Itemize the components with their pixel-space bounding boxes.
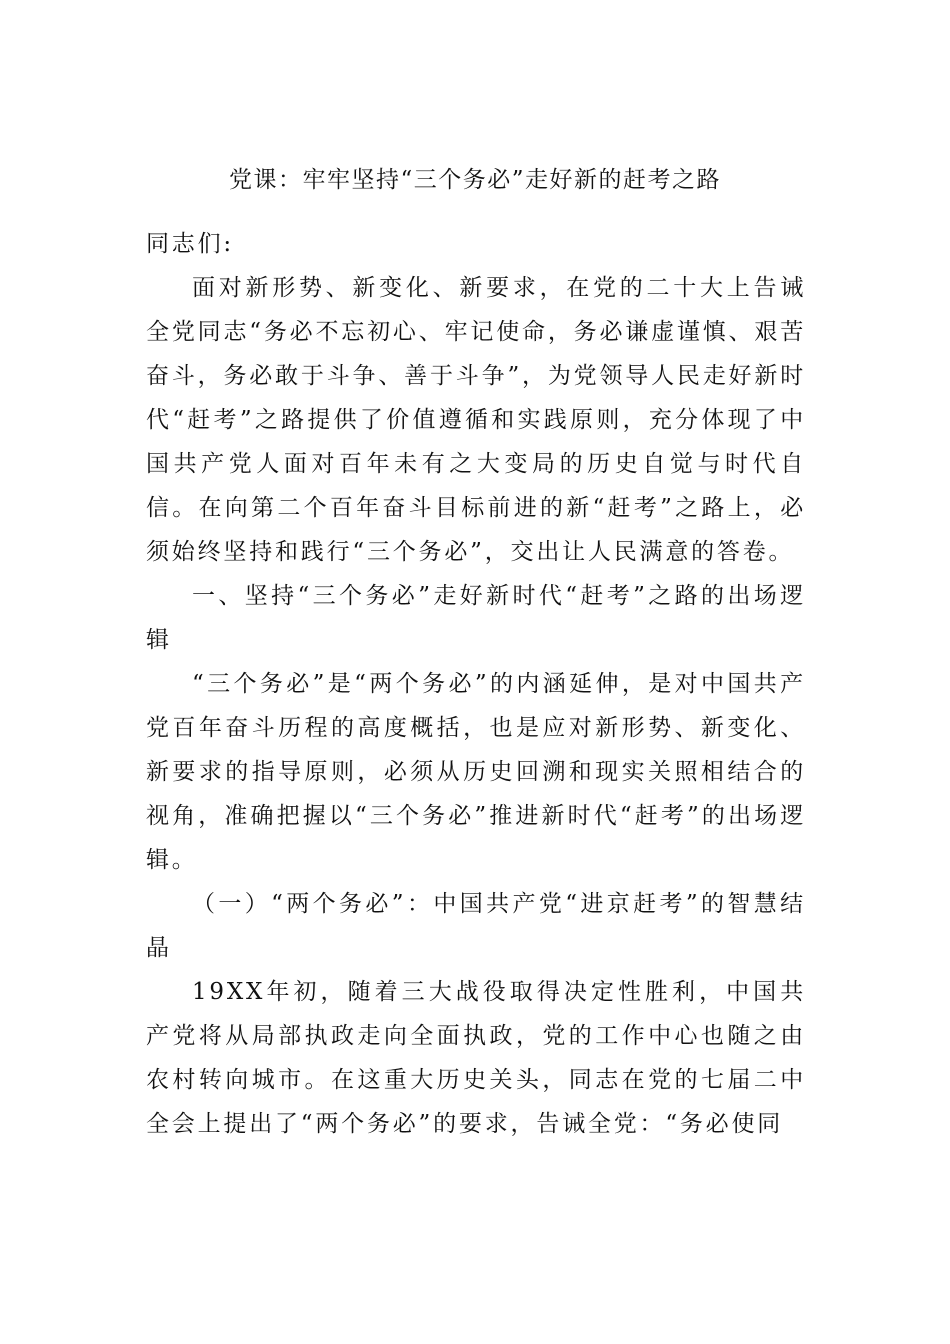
document-body [146, 222, 806, 1146]
section-heading-1: 一、坚持“三个务必”走好新时代“赶考”之路的出场逻辑 [146, 583, 806, 653]
salutation: 同志们: [146, 231, 234, 257]
paragraph-section-1: “三个务必”是“两个务必”的内涵延伸，是对中国共产党百年奋斗历程的高度概括，也是应对新形势、新变化、新要求的指导原则，必须从历史回溯和现实关照相结合的视角，准确把握以“三个务必”推进新时代“赶考”的出场逻辑。 [146, 671, 806, 873]
subsection-heading-1: （一）“两个务必”：中国共产党“进京赶考”的智慧结晶 [146, 891, 806, 961]
page-title: 党课：牢牢坚持“三个务必”走好新的赶考之路 [228, 167, 722, 193]
paragraph-subsection-1: 19XX年初，随着三大战役取得决定性胜利，中国共产党将从局部执政走向全面执政，党的工作中心也随之由农村转向城市。在这重大历史关头，同志在党的七届二中全会上提出了“两个务必”的要求，告诫全党：“务必使同 [146, 979, 806, 1137]
paragraph-intro: 面对新形势、新变化、新要求，在党的二十大上告诫全党同志“务必不忘初心、牢记使命，务必谦虚谨慎、艰苦奋斗，务必敢于斗争、善于斗争”，为党领导人民走好新时代“赶考”之路提供了价值遵循和实践原则，充分体现了中国共产党人面对百年未有之大变局的历史自觉与时代自信。在向第二个百年奋斗目标前进的新“赶考”之路上，必须始终坚持和践行“三个务必”，交出让人民满意的答卷。 [146, 275, 806, 565]
